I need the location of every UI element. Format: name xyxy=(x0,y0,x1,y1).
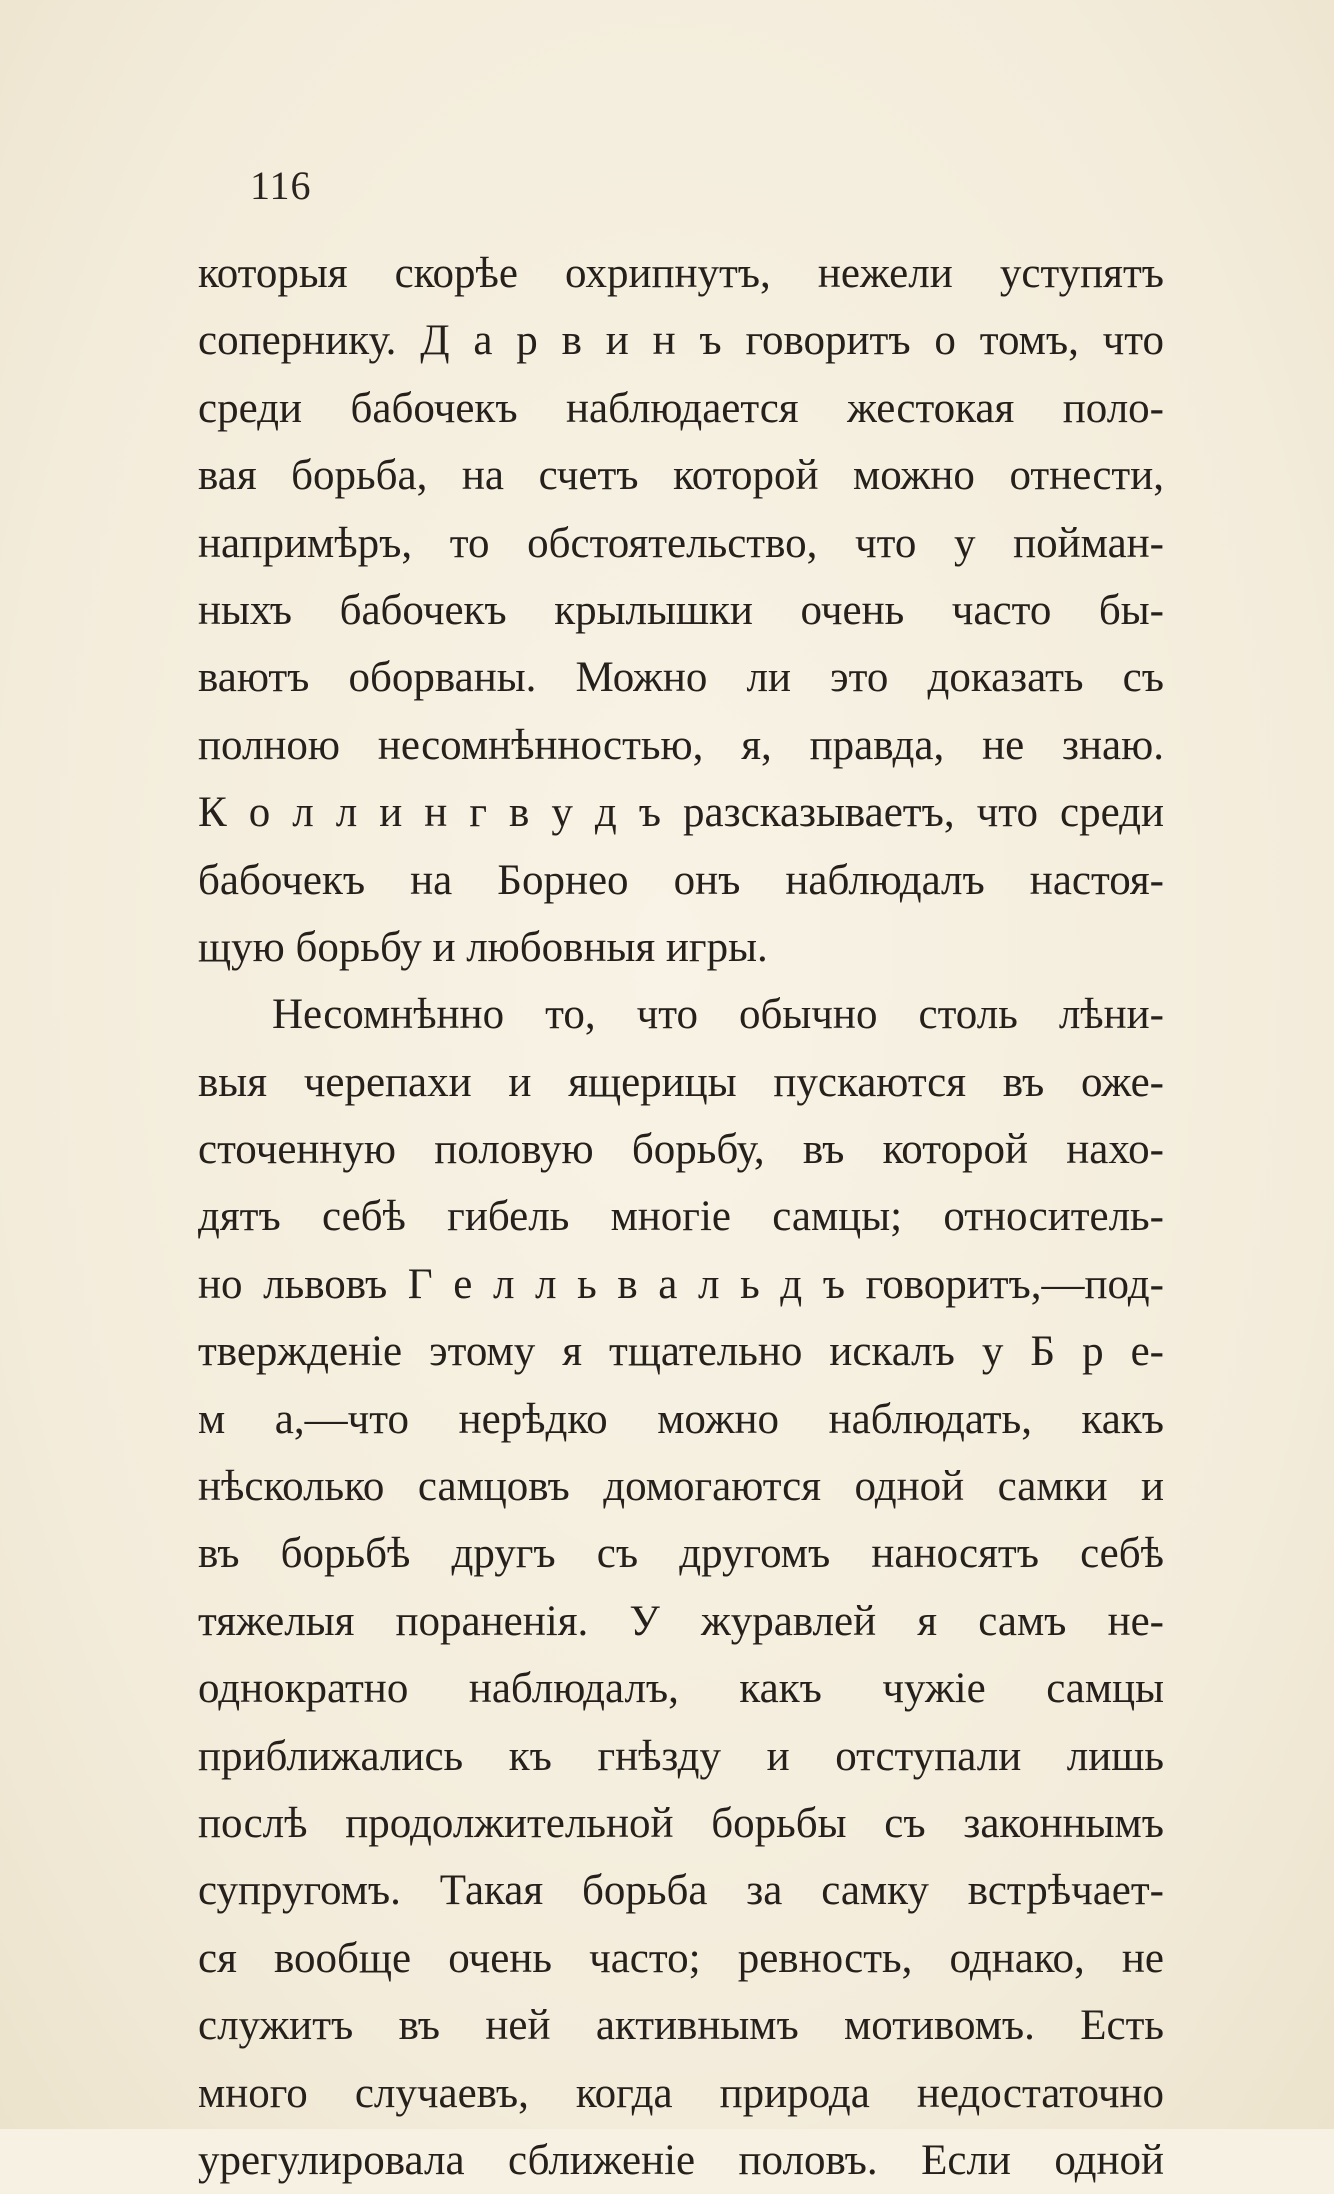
text-line: ваютъ оборваны. Можно ли это доказать съ xyxy=(198,654,1164,702)
text-line: К о л л и н г в у д ъ разсказываетъ, что среди xyxy=(198,789,1164,837)
text-line: супругомъ. Такая борьба за самку встрѣчает- xyxy=(198,1867,1164,1915)
text-line: тяжелыя пораненія. У журавлей я самъ не- xyxy=(198,1597,1164,1645)
paragraph-last-line: щую борьбу и любовныя игры. xyxy=(198,923,768,971)
text-line: м а,—что нерѣдко можно наблюдать, какъ xyxy=(198,1395,1164,1443)
text-line: однократно наблюдалъ, какъ чужіе самцы xyxy=(198,1665,1164,1713)
text-line: которыя скорѣе охрипнутъ, нежели уступятъ xyxy=(198,250,1164,297)
paragraph-first-line: Несомнѣнно то, что обычно столь лѣни- xyxy=(272,991,1164,1039)
text-line: среди бабочекъ наблюдается жестокая поло- xyxy=(198,384,1164,432)
text-line: въ борьбѣ другъ съ другомъ наносятъ себѣ xyxy=(198,1530,1164,1578)
text-line: полною несомнѣнностью, я, правда, не знаю. xyxy=(198,721,1164,769)
text-line: твержденіе этому я тщательно искалъ у Б р е- xyxy=(198,1328,1164,1376)
text-line: послѣ продолжительной борьбы съ законнымъ xyxy=(198,1799,1164,1847)
text-line: вая борьба, на счетъ которой можно отнести, xyxy=(198,452,1164,500)
text-line: выя черепахи и ящерицы пускаются въ оже- xyxy=(198,1058,1164,1106)
text-line: бабочекъ на Борнео онъ наблюдалъ настоя- xyxy=(198,856,1164,904)
text-line: ныхъ бабочекъ крылышки очень часто бы- xyxy=(198,586,1164,634)
text-line: урегулировала сближеніе половъ. Если одной xyxy=(198,2136,1164,2184)
body-text xyxy=(198,240,1164,2194)
text-line: служитъ въ ней активнымъ мотивомъ. Есть xyxy=(198,2002,1164,2050)
text-line: сточенную половую борьбу, въ которой нахо- xyxy=(198,1126,1164,1174)
page-number: 116 xyxy=(250,163,312,208)
text-line: нѣсколько самцовъ домогаются одной самки и xyxy=(198,1463,1164,1511)
text-line: но львовъ Г е л л ь в а л ь д ъ говоритъ,—под- xyxy=(198,1260,1164,1308)
text-line: сопернику. Д а р в и н ъ говоритъ о томъ, что xyxy=(198,317,1164,365)
text-line: ся вообще очень часто; ревность, однако, не xyxy=(198,1934,1164,1982)
text-line: дятъ себѣ гибель многіе самцы; относитель- xyxy=(198,1193,1164,1241)
text-line: много случаевъ, когда природа недостаточно xyxy=(198,2069,1164,2117)
text-line: приближались къ гнѣзду и отступали лишь xyxy=(198,1732,1164,1780)
text-line: напримѣръ, то обстоятельство, что у пойман- xyxy=(198,519,1164,567)
